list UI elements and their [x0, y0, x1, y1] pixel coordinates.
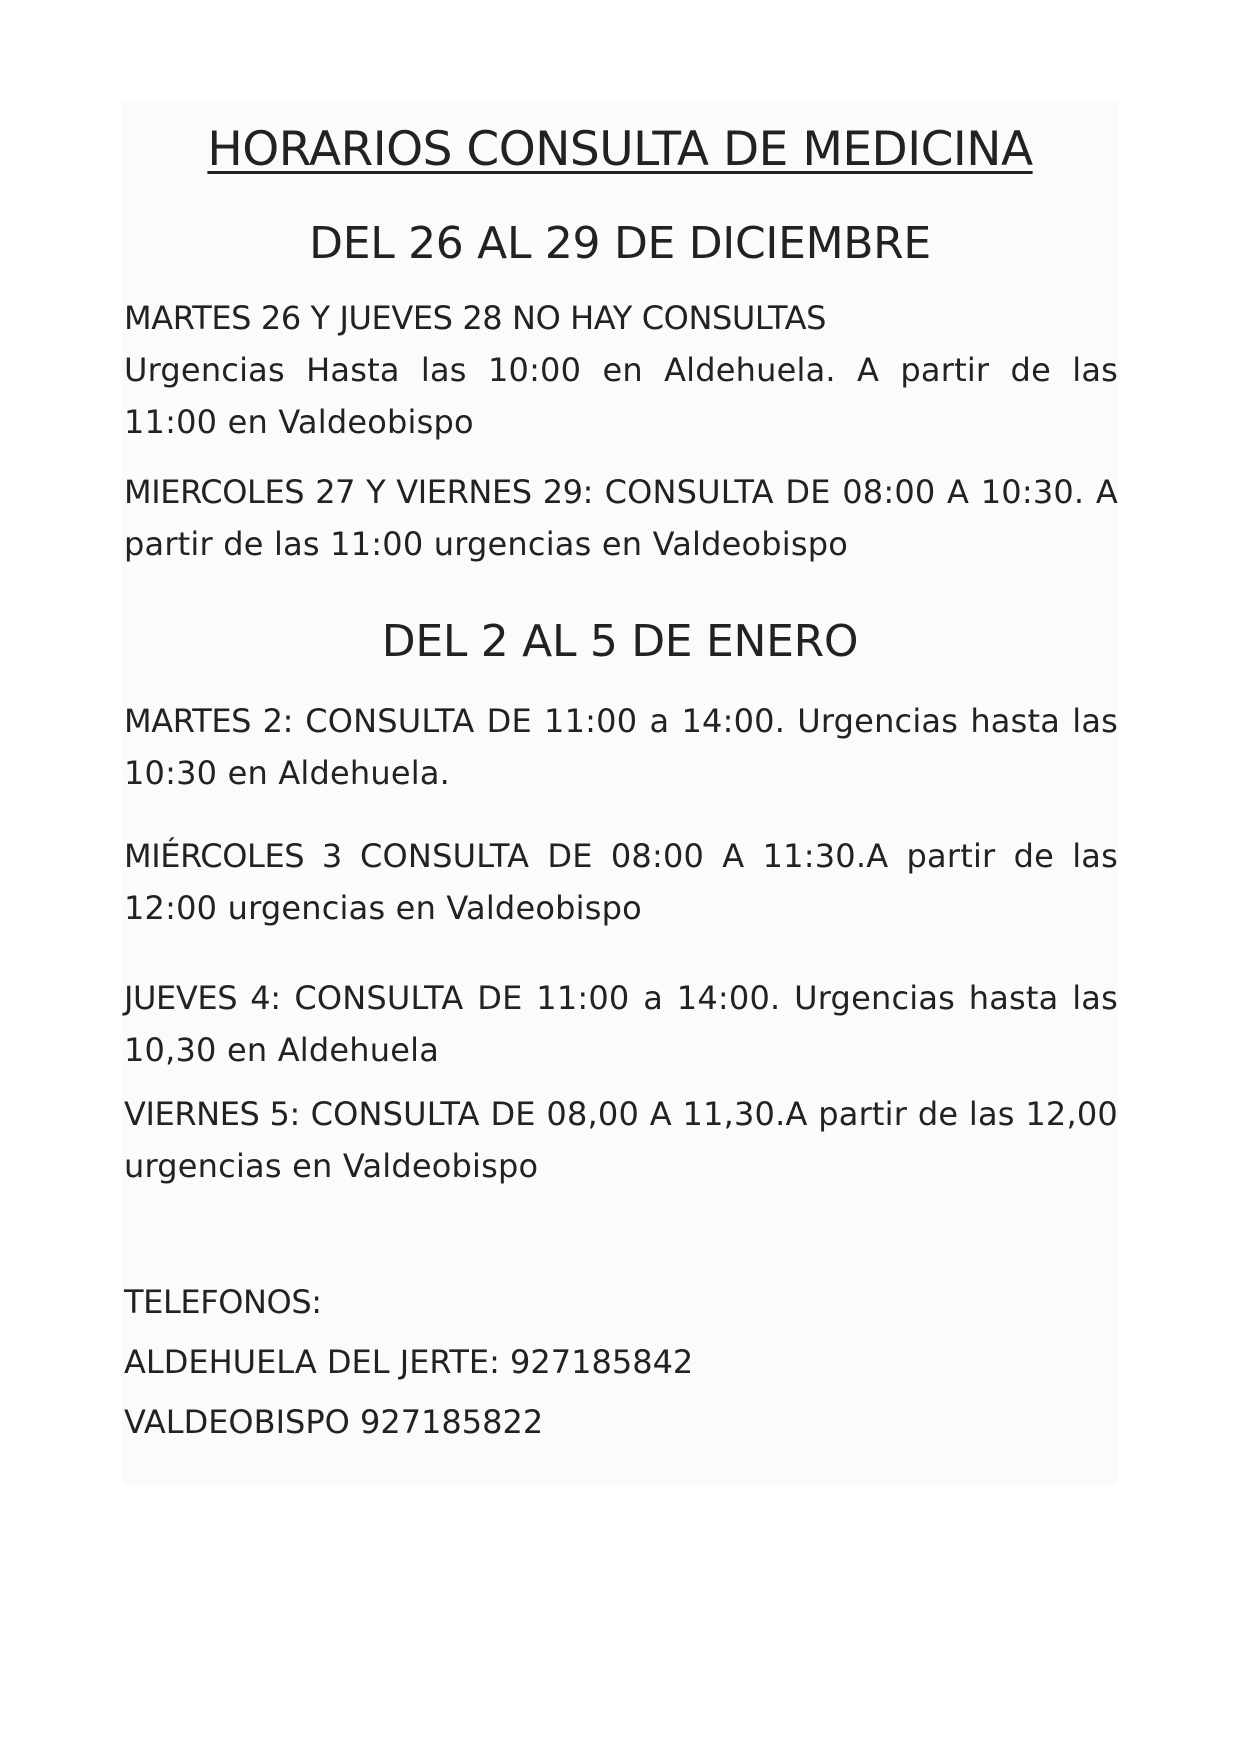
entry-miercoles-viernes-diciembre — [124, 466, 1118, 570]
entry-text: CONSULTA DE 11:00 a 14:00. Urgencias hasta las 10:30 en Aldehuela. — [124, 702, 1118, 792]
section-heading-enero: DEL 2 AL 5 DE ENERO — [381, 616, 859, 667]
entry-martes-jueves-diciembre — [124, 292, 1118, 448]
entry-text: CONSULTA DE 11:00 a 14:00. Urgencias hasta las 10,30 en Aldehuela — [124, 979, 1118, 1069]
entry-jueves-enero — [124, 972, 1118, 1076]
entry-lead: MIÉRCOLES 3 — [124, 837, 342, 875]
entry-lead: JUEVES 4: — [124, 979, 281, 1017]
entry-text: Urgencias Hasta las 10:00 en Aldehuela. A partir de las 11:00 en Valdeobispo — [124, 351, 1118, 441]
entry-lead: MIERCOLES 27 Y VIERNES 29: — [124, 473, 593, 511]
phone-valdeobispo: VALDEOBISPO 927185822 — [124, 1403, 544, 1441]
section-heading-diciembre: DEL 26 AL 29 DE DICIEMBRE — [309, 218, 931, 269]
page-title: HORARIOS CONSULTA DE MEDICINA — [207, 122, 1033, 177]
entry-lead: VIERNES 5: — [124, 1095, 300, 1133]
entry-lead: MARTES 26 Y JUEVES 28 NO HAY CONSULTAS — [124, 299, 827, 337]
entry-text: CONSULTA DE 08,00 A 11,30.A partir de las 12,00 urgencias en Valdeobispo — [124, 1095, 1118, 1185]
entry-viernes-enero — [124, 1088, 1118, 1192]
entry-miercoles-enero — [124, 830, 1118, 934]
entry-text: CONSULTA DE 08:00 A 11:30.A partir de las 12:00 urgencias en Valdeobispo — [124, 837, 1118, 927]
entry-martes-enero — [124, 695, 1118, 799]
entry-lead: MARTES 2: — [124, 702, 294, 740]
entry-text: CONSULTA DE 08:00 A 10:30. A partir de las 11:00 urgencias en Valdeobispo — [124, 473, 1118, 563]
phone-aldehuela: ALDEHUELA DEL JERTE: 927185842 — [124, 1343, 694, 1381]
phones-heading: TELEFONOS: — [124, 1283, 322, 1321]
